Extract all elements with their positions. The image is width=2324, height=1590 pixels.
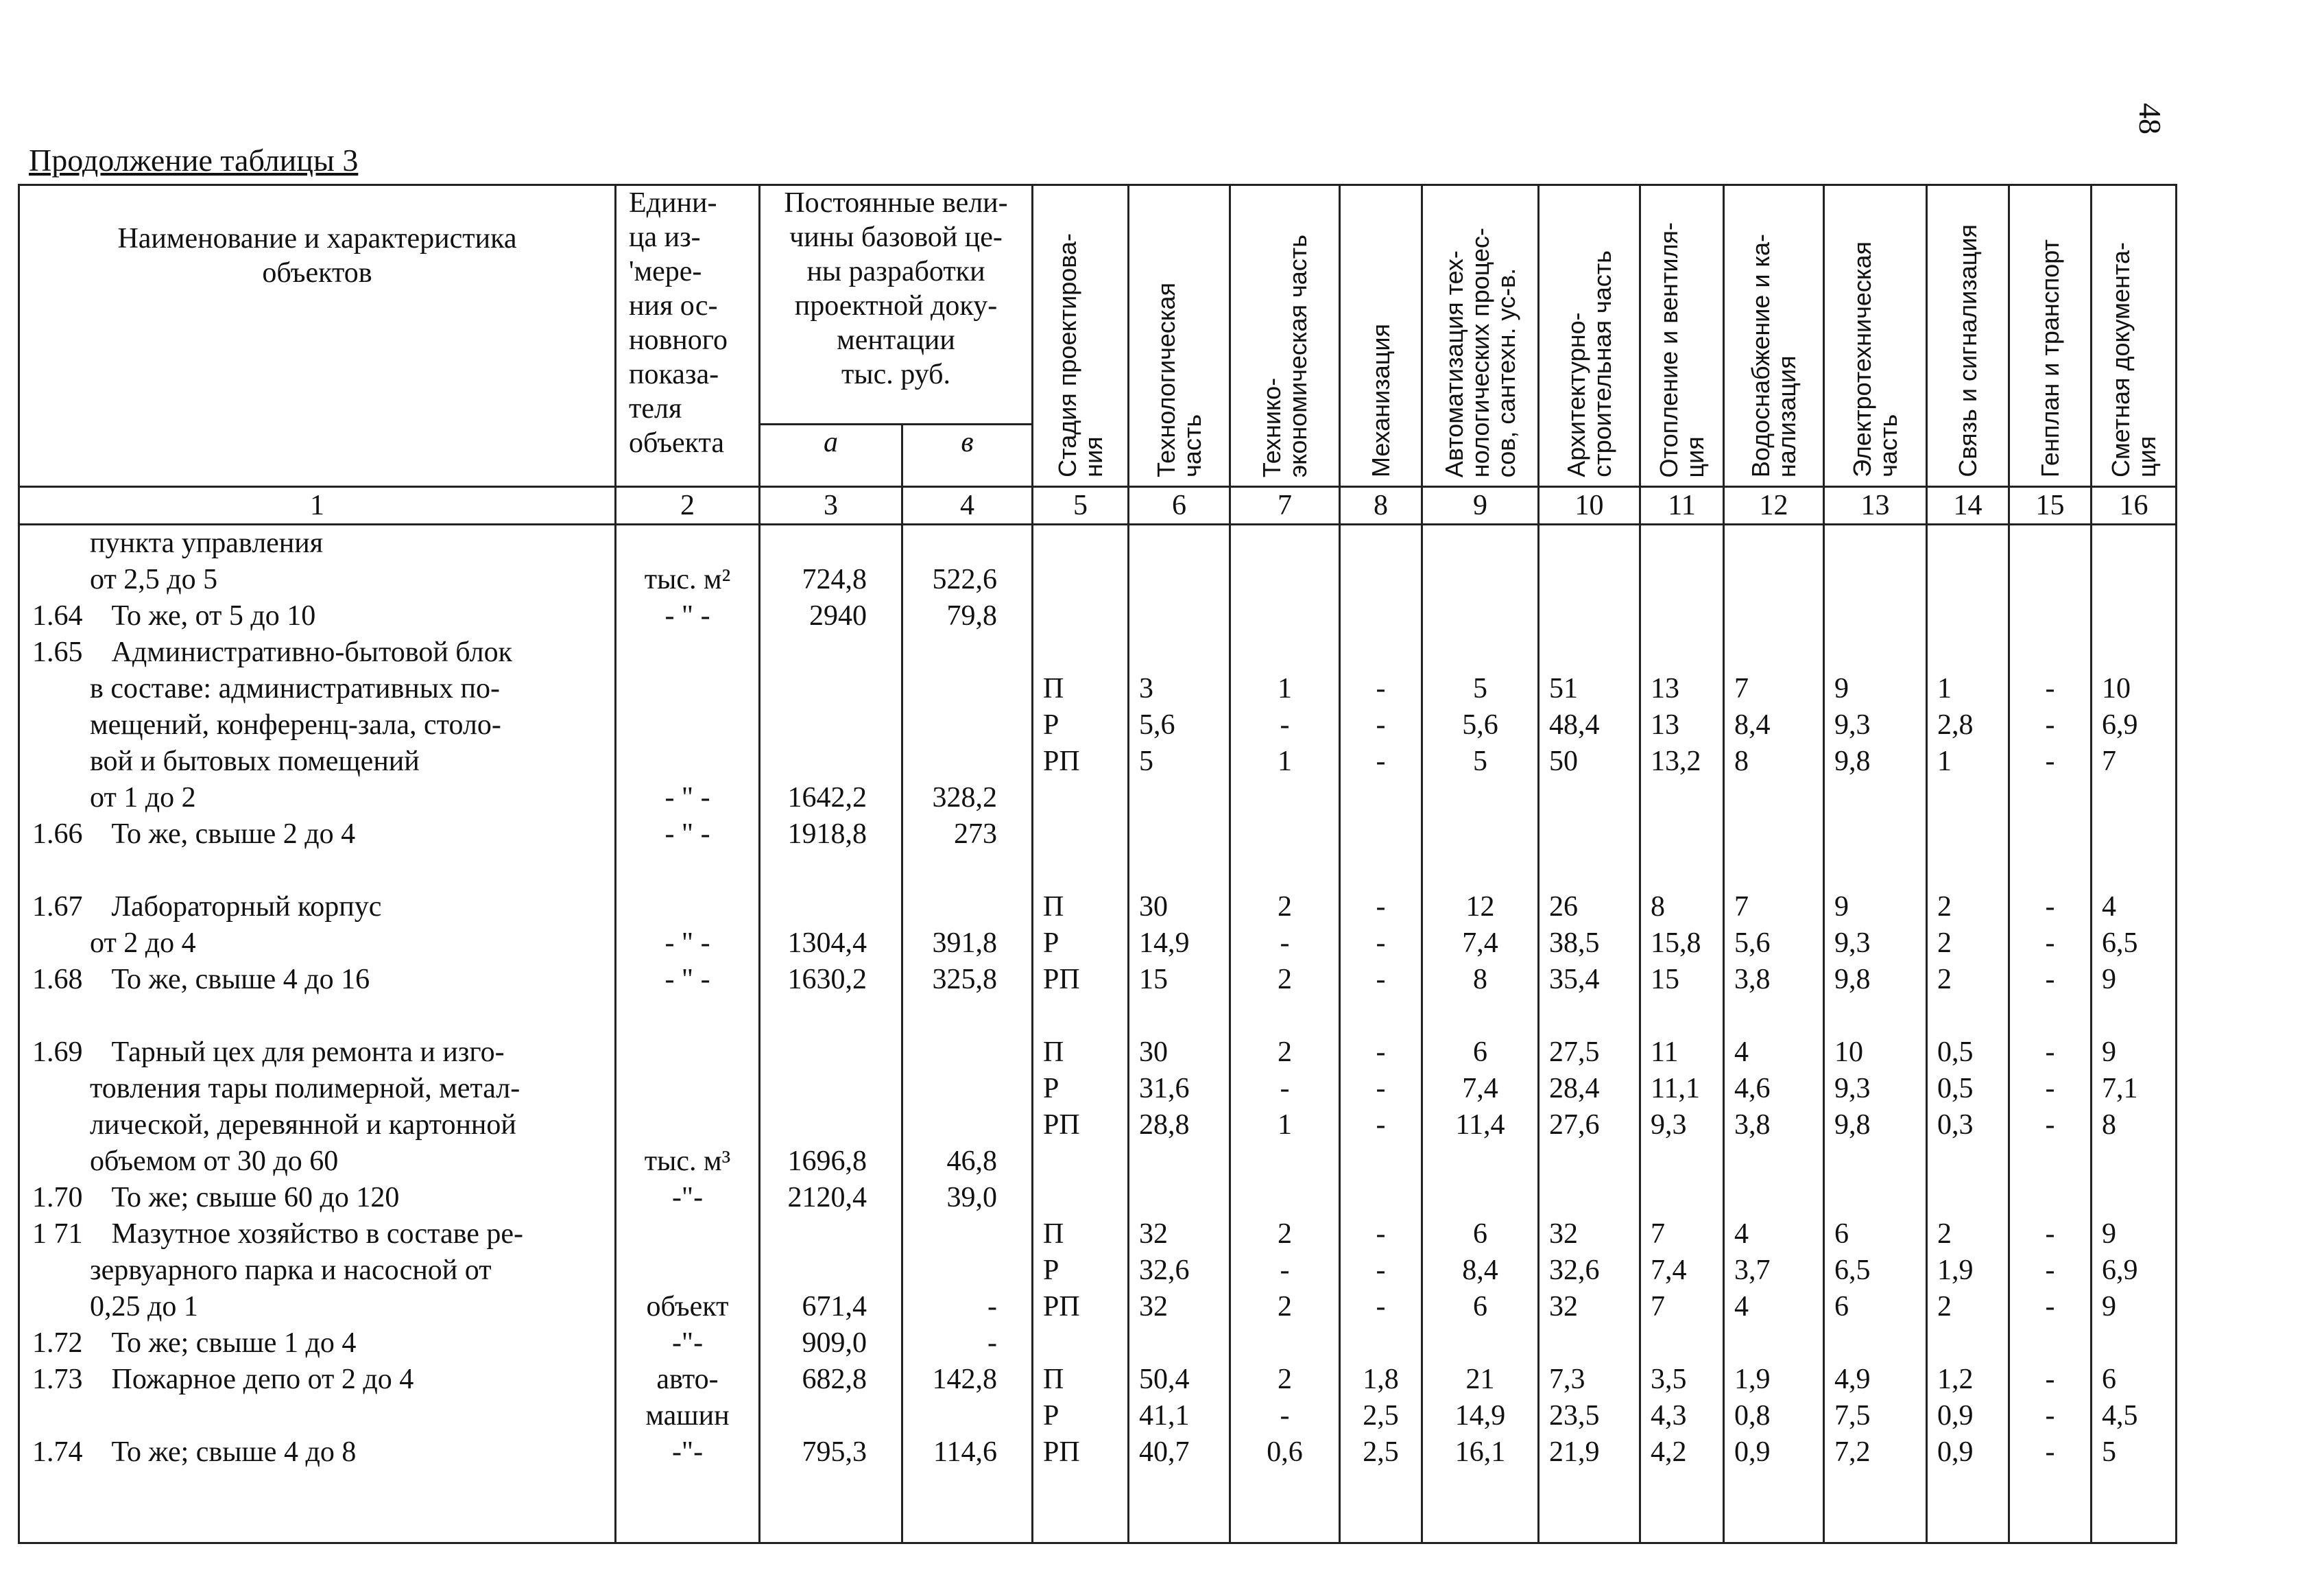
col-number: 7 — [1230, 487, 1340, 525]
header-col-5: Стадия проектирова- ния — [1033, 185, 1129, 487]
header-row — [19, 185, 2177, 425]
table-caption: Продолжение таблицы 3 — [29, 143, 359, 178]
header-col-11: Отопление и вентиля- ция — [1640, 185, 1724, 487]
body-col-16: 10 6,9 7 4 6,5 9 9 7,1 8 9 6,9 9 6 4,5 5 — [2092, 525, 2177, 1543]
header-col-15: Генплан и транспорт — [2009, 185, 2092, 487]
body-col-6: 3 5,6 5 30 14,9 15 30 31,6 28,8 32 32,6 32 50,4 41,1 40,7 — [1129, 525, 1230, 1543]
header-const: Постоянные вели- чины базовой це- ны разработки проектной доку- ментации тыс. руб. — [760, 185, 1033, 425]
body-col-10: 51 48,4 50 26 38,5 35,4 27,5 28,4 27,6 32 32,6 32 7,3 23,5 21,9 — [1539, 525, 1640, 1543]
body-col-15: - - - - - - - - - - - - - - - — [2009, 525, 2092, 1543]
header-col-14: Связь и сигнализация — [1927, 185, 2009, 487]
body-col-8: - - - - - - - - - - - - 1,8 2,5 2,5 — [1340, 525, 1422, 1543]
body-col-unit: тыс. м² - " - - " - - " - - " - - " - тыс. м³ -"- объект -"- авто- машин -"- — [616, 525, 760, 1543]
body-col-11: 13 13 13,2 8 15,8 15 11 11,1 9,3 7 7,4 7 3,5 4,3 4,2 — [1640, 525, 1724, 1543]
col-number: 13 — [1824, 487, 1927, 525]
header-col-13: Электротехническая часть — [1824, 185, 1927, 487]
col-number: 9 — [1422, 487, 1539, 525]
page-number: 48 — [2133, 103, 2168, 134]
body-col-v: 522,6 79,8 328,2 273 391,8 325,8 46,8 39,0 - - 142,8 114,6 — [902, 525, 1033, 1543]
col-number: 6 — [1129, 487, 1230, 525]
col-number: 2 — [616, 487, 760, 525]
col-number: 4 — [902, 487, 1033, 525]
header-col-12: Водоснабжение и ка- нализация — [1724, 185, 1824, 487]
col-number: 1 — [19, 487, 616, 525]
table-body — [19, 525, 2177, 1543]
header-unit: Едини- ца из- 'мере- ния ос- новного показа- теля объекта — [616, 185, 760, 487]
body-col-5: П Р РП П Р РП П Р РП П Р РП П Р РП — [1033, 525, 1129, 1543]
header-col-10: Архитектурно- строительная часть — [1539, 185, 1640, 487]
header-col-6: Технологическая часть — [1129, 185, 1230, 487]
header-v: в — [902, 425, 1033, 487]
col-number: 15 — [2009, 487, 2092, 525]
body-col-12: 7 8,4 8 7 5,6 3,8 4 4,6 3,8 4 3,7 4 1,9 0,8 0,9 — [1724, 525, 1824, 1543]
col-number: 12 — [1724, 487, 1824, 525]
header-a: а — [760, 425, 902, 487]
header-col-9: Автоматизация тех- нологических процес- сов, сантехн. ус-в. — [1422, 185, 1539, 487]
body-col-name: пункта управления от 2,5 до 5 1.64 То же, от 5 до 10 1.65 Административно-бытовой блок в составе: административных по- мещений, конференц-зала, столо- вой и бытовых помещений от 1 до 2 1.66 То же, свыше 2 до 4 1.67 Лабораторный корпус от 2 до 4 1.68 То же, свыше 4 до 16 1.69 Тарный цех для ремонта и изго- товления тары полимерной, метал- лической, деревянной и картонной объемом от 30 до 60 1.70 То же; свыше 60 до 120 1 71 Мазутное хозяйство в составе ре- зервуарного парка и насосной от 0,25 до 1 1.72 То же; свыше 1 до 4 1.73 Пожарное депо от 2 до 4 1.74 То же; свыше 4 до 8 — [19, 525, 616, 1543]
body-col-13: 9 9,3 9,8 9 9,3 9,8 10 9,3 9,8 6 6,5 6 4,9 7,5 7,2 — [1824, 525, 1927, 1543]
col-number: 16 — [2092, 487, 2177, 525]
header-col-16: Сметная документа- ция — [2092, 185, 2177, 487]
body-col-9: 5 5,6 5 12 7,4 8 6 7,4 11,4 6 8,4 6 21 14,9 16,1 — [1422, 525, 1539, 1543]
rate-table — [18, 184, 2177, 1544]
header-name: Наименование и характеристика объектов — [19, 185, 616, 487]
col-number: 5 — [1033, 487, 1129, 525]
body-col-14: 1 2,8 1 2 2 2 0,5 0,5 0,3 2 1,9 2 1,2 0,9 0,9 — [1927, 525, 2009, 1543]
header-col-8: Механизация — [1340, 185, 1422, 487]
body-col-7: 1 - 1 2 - 2 2 - 1 2 - 2 2 - 0,6 — [1230, 525, 1340, 1543]
col-number: 11 — [1640, 487, 1724, 525]
col-number: 8 — [1340, 487, 1422, 525]
col-number: 14 — [1927, 487, 2009, 525]
body-col-a: 724,8 2940 1642,2 1918,8 1304,4 1630,2 1696,8 2120,4 671,4 909,0 682,8 795,3 — [760, 525, 902, 1543]
col-number: 10 — [1539, 487, 1640, 525]
column-number-row — [19, 487, 2177, 525]
col-number: 3 — [760, 487, 902, 525]
header-col-7: Технико- экономическая часть — [1230, 185, 1340, 487]
